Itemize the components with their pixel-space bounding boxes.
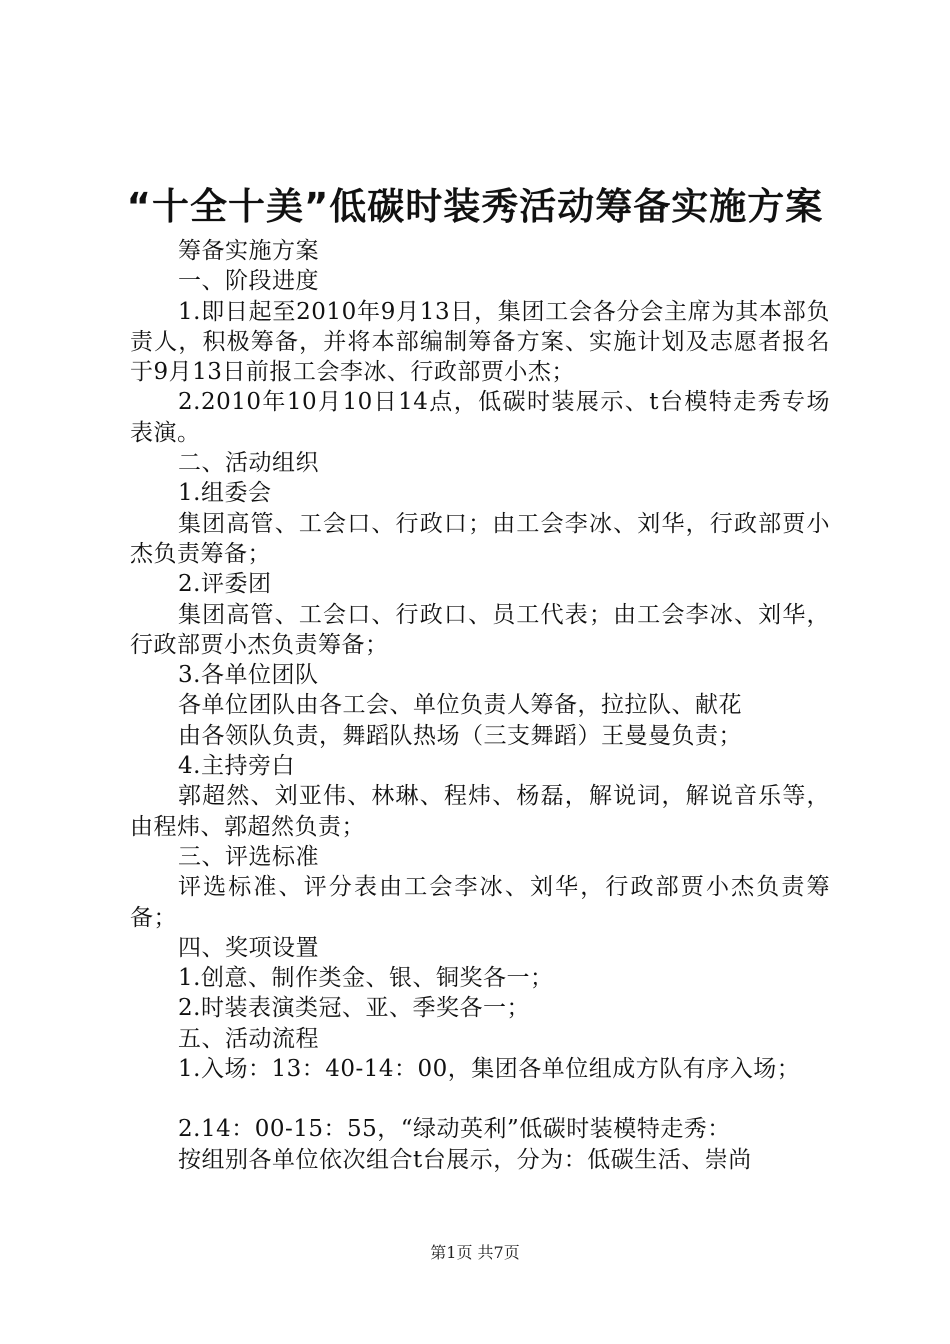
document-body — [130, 236, 830, 1175]
subsection-heading: 4.主持旁白 — [178, 753, 295, 780]
paragraph: 1.入场：13：40-14：00，集团各单位组成方队有序入场； — [178, 1056, 801, 1083]
paragraph: 按组别各单位依次组合t台展示，分为：低碳生活、崇尚 — [178, 1146, 752, 1173]
page-footer: 第1页 共7页 — [430, 1243, 520, 1262]
paragraph: 各单位团队由各工会、单位负责人筹备，拉拉队、献花 — [178, 692, 742, 719]
paragraph: 集团高管、工会口、行政口、员工代表；由工会李冰、刘华，行政部贾小杰负责筹备； — [130, 601, 830, 658]
document-title: “十全十美”低碳时装秀活动筹备实施方案 — [126, 185, 824, 228]
subsection-heading: 1.组委会 — [178, 480, 272, 507]
section-heading: 四、奖项设置 — [178, 934, 319, 961]
paragraph: 1.即日起至2010年9月13日，集团工会各分会主席为其本部负责人，积极筹备，并将本部编制筹备方案、实施计划及志愿者报名于9月13日前报工会李冰、行政部贾小杰； — [130, 298, 830, 386]
subsection-heading: 2.评委团 — [178, 571, 272, 598]
section-heading: 五、活动流程 — [178, 1025, 319, 1052]
section-heading: 一、阶段进度 — [178, 268, 319, 295]
paragraph: 由各领队负责，舞蹈队热场（三支舞蹈）王曼曼负责； — [178, 722, 742, 749]
paragraph: 2.2010年10月10日14点，低碳时装展示、t台模特走秀专场表演。 — [130, 389, 830, 446]
paragraph: 评选标准、评分表由工会李冰、刘华，行政部贾小杰负责筹备； — [130, 874, 830, 931]
section-heading: 三、评选标准 — [178, 843, 319, 870]
paragraph: 集团高管、工会口、行政口；由工会李冰、刘华，行政部贾小杰负责筹备； — [130, 510, 830, 567]
subsection-heading: 3.各单位团队 — [178, 662, 319, 689]
paragraph: 郭超然、刘亚伟、林琳、程炜、杨磊，解说词，解说音乐等，由程炜、郭超然负责； — [130, 783, 830, 840]
paragraph: 1.创意、制作类金、银、铜奖各一； — [178, 965, 554, 992]
paragraph: 2.14：00-15：55，“绿动英利”低碳时装模特走秀： — [178, 1116, 731, 1143]
blank-line — [130, 1084, 830, 1114]
paragraph: 2.时装表演类冠、亚、季奖各一； — [178, 995, 530, 1022]
section-heading: 二、活动组织 — [178, 450, 319, 477]
paragraph-heading: 筹备实施方案 — [178, 238, 319, 264]
